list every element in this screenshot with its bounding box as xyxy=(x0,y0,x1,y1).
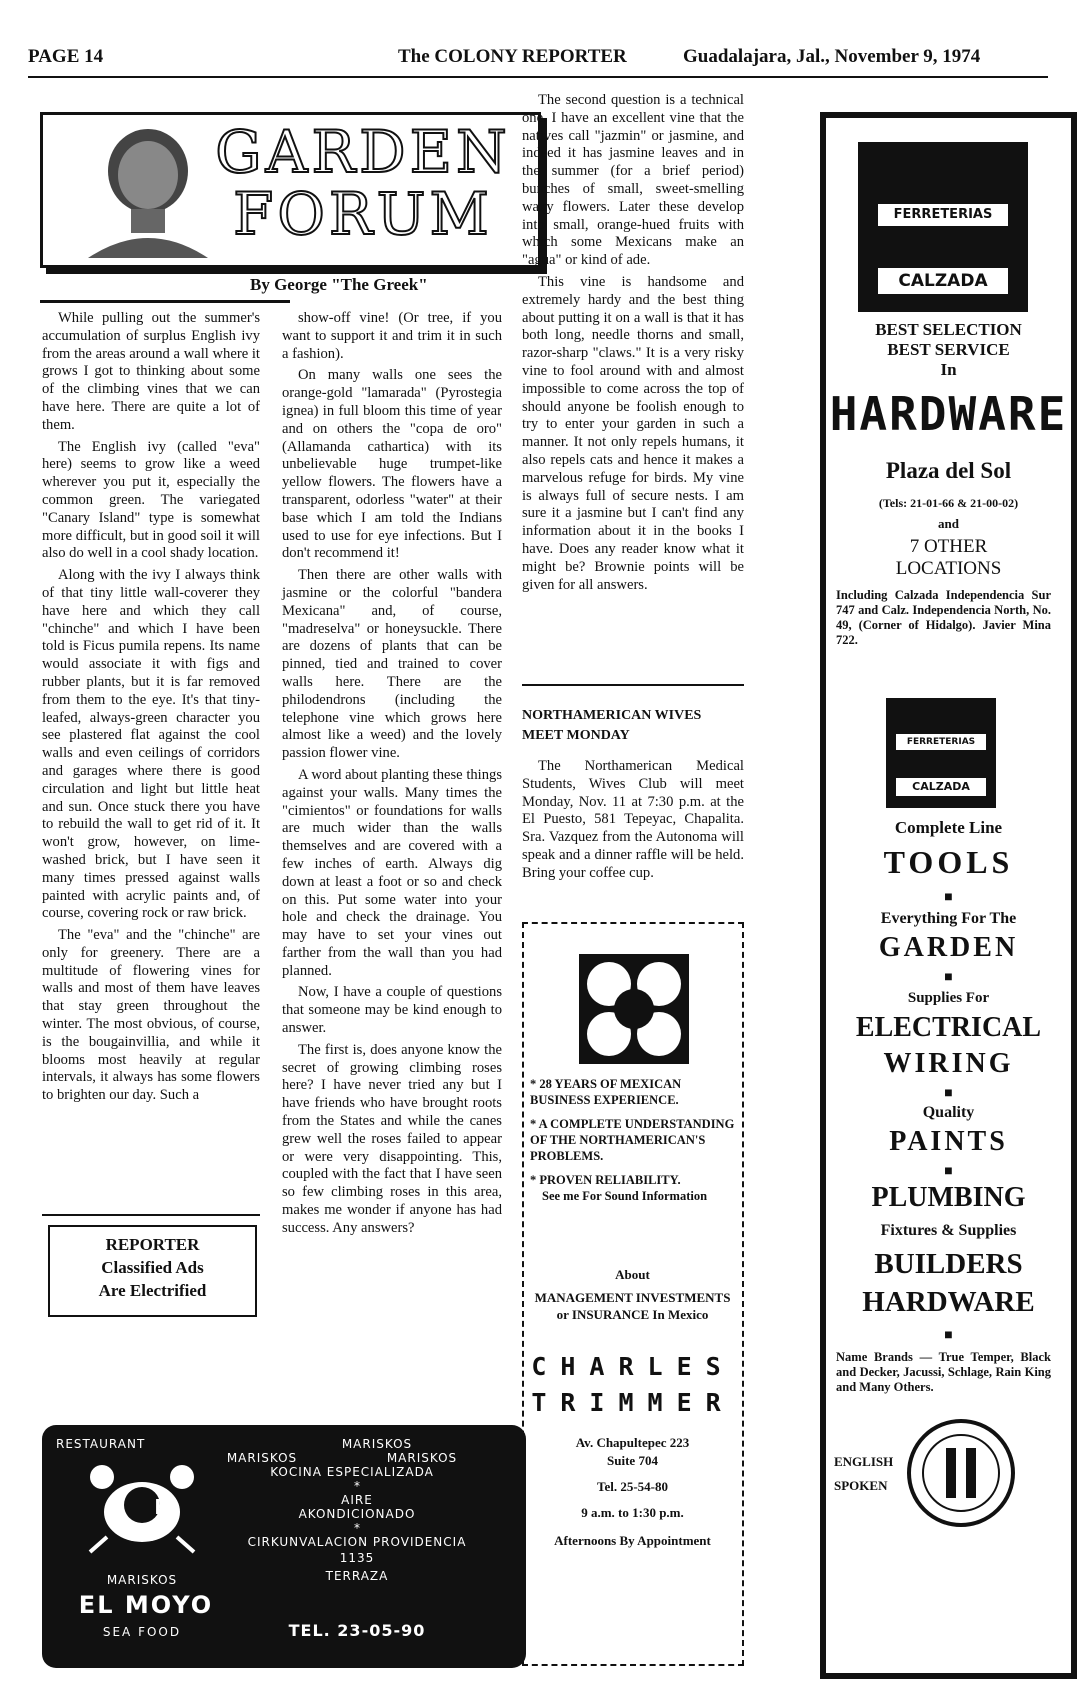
rest-mariskos-3: MARISKOS xyxy=(386,1451,458,1465)
everything-for: Everything For The xyxy=(880,910,1017,927)
paragraph: Along with the ivy I always think of that tiny little wall-coverer they have here and which they call "chinche" and which I have been told is Ficus pumila repens. Its name would associate it with figs and rubber plants, but it is far removed from them to the eye. It's that tiny-leafed, always-green character you see plastered flat against the cool walls and even ceilings of corridors and garages where there is good circulation and light but little heat and sun. Once stuck there you have to rebuild the wall to get rid of it. It won't grow, however, on lime-washed brick, but I have seen it many times pressed against walls painted with acrylic paints and, of course, covering rock or raw brick. xyxy=(42,567,260,922)
tools: TOOLS xyxy=(883,844,1014,880)
star-icon: * xyxy=(354,1479,360,1493)
wives-headline-2: MEET MONDAY xyxy=(522,728,630,743)
best-service: BEST SERVICE xyxy=(887,340,1010,359)
charles-name-1: CHARLES xyxy=(531,1352,735,1381)
garden-forum-header xyxy=(40,112,541,268)
quality: Quality xyxy=(922,1104,975,1121)
classified-ad-box xyxy=(48,1225,257,1317)
locations-list: Including Calzada Independencia Sur 747 and Calz. Independencia North, No. 49, (Corner of Hidalgo). Javier Mina 722. xyxy=(836,588,1051,647)
bullet-icon: ■ xyxy=(944,1086,953,1101)
rest-terraza: TERRAZA xyxy=(325,1569,389,1583)
small-logo xyxy=(886,698,996,808)
gears-logo-icon xyxy=(579,954,689,1064)
rest-tel: TEL. 23-05-90 xyxy=(288,1621,426,1640)
logo-text-1: FERRETERIAS xyxy=(878,204,1008,226)
paragraph: The second question is a technical one. I have an excellent vine that the natives call "jazmin" or jasmine, and indeed it has jasmine leaves and in the summer (for a brief period) bunches of small, sweet-smelling waxy flowers. Later these develop into small, orange-hued fruits with which some Mexicans make an "agua" or kind of ade. xyxy=(522,92,744,269)
classified-line-3: Are Electrified xyxy=(98,1281,207,1300)
bullet-icon: ■ xyxy=(944,1164,953,1179)
charles-bullet-2: * A COMPLETE UNDERSTANDING OF THE NORTHAMERICAN'S PROBLEMS. xyxy=(530,1117,735,1163)
rest-number: 1135 xyxy=(339,1551,375,1565)
paragraph: This vine is handsome and extremely hardy and the best thing about putting it on a wall is that it has both long, needle thorns and small, razor-sharp "claws." It is a very risky vine to fool around with and almost impossible to come across the top of should anyone be foolish enough to try to enter your garden in such a manner. It not only repels humans, it also repels cats and hence it makes a marvelous refuge for birds. My vine is always full of secure nests. I am sure it a jasmine but I can't find any information about it in the books I have. Does any reader know what it might be? Brownie points will be given for all answers. xyxy=(522,273,744,593)
plaza-del-sol: Plaza del Sol xyxy=(885,458,1012,483)
hardware-2: HARDWARE xyxy=(862,1286,1035,1318)
byline: By George "The Greek" xyxy=(250,275,428,294)
wives-headline xyxy=(522,706,744,746)
ferreterias-ad xyxy=(820,112,1077,1679)
classified-line-2: Classified Ads xyxy=(101,1258,204,1277)
charles-hours: 9 a.m. to 1:30 p.m. xyxy=(581,1505,684,1520)
ferreterias-logo xyxy=(858,142,1028,312)
paragraph: Then there are other walls with jasmine or the colorful "bandera Mexicana" and, of course, "madreselva" or honeysuckle. There are dozens of plants that can be pinned, tied and trained to cover walls here. There are the philodendrons (including the telephone vine which grows here almost like a weed) and the lovely passion flower vine. xyxy=(282,567,502,762)
rest-mariskos-left: MARISKOS xyxy=(106,1573,178,1587)
bullet-icon: ■ xyxy=(944,890,953,905)
wives-headline-1: NORTHAMERICAN WIVES xyxy=(522,708,702,723)
paragraph: Now, I have a couple of questions that someone may be kind enough to answer. xyxy=(282,984,502,1037)
article-column-2 xyxy=(282,310,502,1242)
rest-name: EL MOYO xyxy=(78,1591,214,1619)
charles-address-1: Av. Chapultepec 223 xyxy=(575,1435,690,1450)
paragraph: While pulling out the summer's accumulation of surplus English ivy from the areas around a wall where it grows I got to thinking about some of the climbing vines that we can have here. There are quite a lot of them. xyxy=(42,310,260,433)
seal-icon xyxy=(906,1418,1016,1528)
wives-body xyxy=(522,758,744,887)
wiring: WIRING xyxy=(883,1048,1014,1079)
charles-bullet-3: * PROVEN RELIABILITY. xyxy=(530,1173,681,1187)
english-1: ENGLISH xyxy=(834,1454,894,1469)
tels: (Tels: 21-01-66 & 21-00-02) xyxy=(878,496,1019,510)
paper-name: The COLONY REPORTER xyxy=(398,46,627,67)
paragraph: The Northamerican Medical Students, Wives Club will meet Monday, Nov. 11 at 7:30 p.m. at the El Puesto, 581 Tepeyac, Chapalita. Sra. Vazquez from the Autonoma will speak and a dinner raffle will be held. Bring your coffee cup. xyxy=(522,758,744,881)
small-logo-text-2: CALZADA xyxy=(896,778,986,796)
masthead xyxy=(28,42,1048,78)
rest-kocina: KOCINA ESPECIALIZADA xyxy=(270,1465,434,1479)
rest-aire-2: AKONDICIONADO xyxy=(298,1507,416,1521)
charles-mgmt: MANAGEMENT INVESTMENTS or INSURANCE In Mexico xyxy=(534,1290,731,1322)
best-selection: BEST SELECTION xyxy=(875,320,1022,339)
rest-aire-1: AIRE xyxy=(341,1493,373,1507)
charles-about: About xyxy=(615,1267,650,1282)
bullet-icon: ■ xyxy=(944,1328,953,1343)
charles-trimmer-ad xyxy=(522,922,744,1666)
hardware-title: HARDWARE xyxy=(829,387,1068,441)
paragraph: The English ivy (called "eva" here) seems to grow like a weed wherever you put it, especially the common green. The variegated "Canary Island" type is somewhat more difficult, but in good soil it will also do well in a cool shady location. xyxy=(42,438,260,562)
charles-tel: Tel. 25-54-80 xyxy=(596,1479,669,1494)
bullet-icon: ■ xyxy=(944,970,953,985)
complete-line: Complete Line xyxy=(894,818,1003,837)
article-column-1 xyxy=(42,310,260,1109)
paragraph: A word about planting these things against your walls. Many times the "cimientos" or foundations for walls are much wider than the walls themselves and are covered with a few inches of earth. Always dig down at least a foot or so and check on this. Put some water into your hole and check the drainage. You may have to set your vines out farther from the wall than you had planned. xyxy=(282,766,502,979)
article-column-3 xyxy=(522,92,744,598)
gf-title-1: GARDEN xyxy=(215,118,511,186)
fixtures: Fixtures & Supplies xyxy=(880,1222,1017,1239)
rest-label: RESTAURANT xyxy=(56,1437,146,1451)
charles-appointment: Afternoons By Appointment xyxy=(554,1533,711,1548)
charles-name-2: TRIMMER xyxy=(531,1388,735,1417)
divider xyxy=(522,684,744,686)
rest-seafood: SEA FOOD xyxy=(102,1625,182,1639)
and-label: and xyxy=(938,516,959,531)
paragraph: The first is, does anyone know the secret of growing climbing roses here? I have never tried any but I have friends who have brought roots from the States and while the canes grew well the roses failed to appear or were very disappointing. This, coupled with the fact that I have seen so few climbing roses in this area, makes me wonder if anyone has had success. Any answers? xyxy=(282,1041,502,1236)
charles-bullet-1: * 28 YEARS OF MEXICAN BUSINESS EXPERIENCE. xyxy=(530,1077,682,1107)
paints: PAINTS xyxy=(889,1126,1008,1157)
garden: GARDEN xyxy=(878,932,1019,963)
in-label: In xyxy=(940,360,957,379)
other-locations-2: LOCATIONS xyxy=(895,558,1002,579)
star-icon: * xyxy=(354,1521,360,1535)
brands-list: Name Brands — True Temper, Black and Decker, Jacussi, Schlage, Rain King and Many Others. xyxy=(836,1350,1051,1394)
other-locations-1: 7 OTHER xyxy=(909,536,988,557)
paragraph: show-off vine! (Or tree, if you want to support it and trim it in such a fashion). xyxy=(282,310,502,362)
plumbing: PLUMBING xyxy=(871,1182,1026,1213)
electrical: ELECTRICAL xyxy=(855,1012,1042,1043)
builders: BUILDERS xyxy=(874,1248,1023,1280)
supplies-for: Supplies For xyxy=(907,990,990,1006)
paragraph: On many walls one sees the orange-gold "lamarada" (Pyrostegia ignea) in full bloom this time of year and on others the "copa de oro" (Allamanda cathartica) with its unbelievable huge trumpet-like yellow flowers. The flowers have a transparent, odorless "water" at their base which I am told the Indians used to use for eye infections. But I don't recommend it! xyxy=(282,367,502,562)
logo-text-2: CALZADA xyxy=(878,268,1008,294)
charles-see: See me For Sound Information xyxy=(542,1189,708,1203)
page-number: PAGE 14 xyxy=(28,46,104,67)
classified-line-1: REPORTER xyxy=(105,1235,200,1254)
small-logo-text-1: FERRETERIAS xyxy=(896,734,986,750)
restaurant-ad xyxy=(42,1425,526,1668)
logo-letter: K xyxy=(154,1495,170,1519)
rest-mariskos-1: MARISKOS xyxy=(341,1437,413,1451)
dateline: Guadalajara, Jal., November 9, 1974 xyxy=(683,46,981,67)
gf-title-2: FORUM xyxy=(233,180,493,248)
rest-mariskos-2: MARISKOS xyxy=(226,1451,298,1465)
greek-bust-icon xyxy=(73,123,223,258)
english-2: SPOKEN xyxy=(834,1478,888,1493)
paragraph: The "eva" and the "chinche" are only for greenery. There are a multitude of flowering vines for walls and most of them have leaves that stay green throughout the winter. The most obvious, of course, is the bougainvillia, and while it blooms most heavily at regular intervals, it always has some flowers to brighten our day. Such a xyxy=(42,927,260,1104)
divider xyxy=(42,1214,260,1216)
divider xyxy=(40,300,290,303)
rest-street: CIRKUNVALACION PROVIDENCIA xyxy=(247,1535,467,1549)
charles-address-2: Suite 704 xyxy=(607,1453,658,1468)
